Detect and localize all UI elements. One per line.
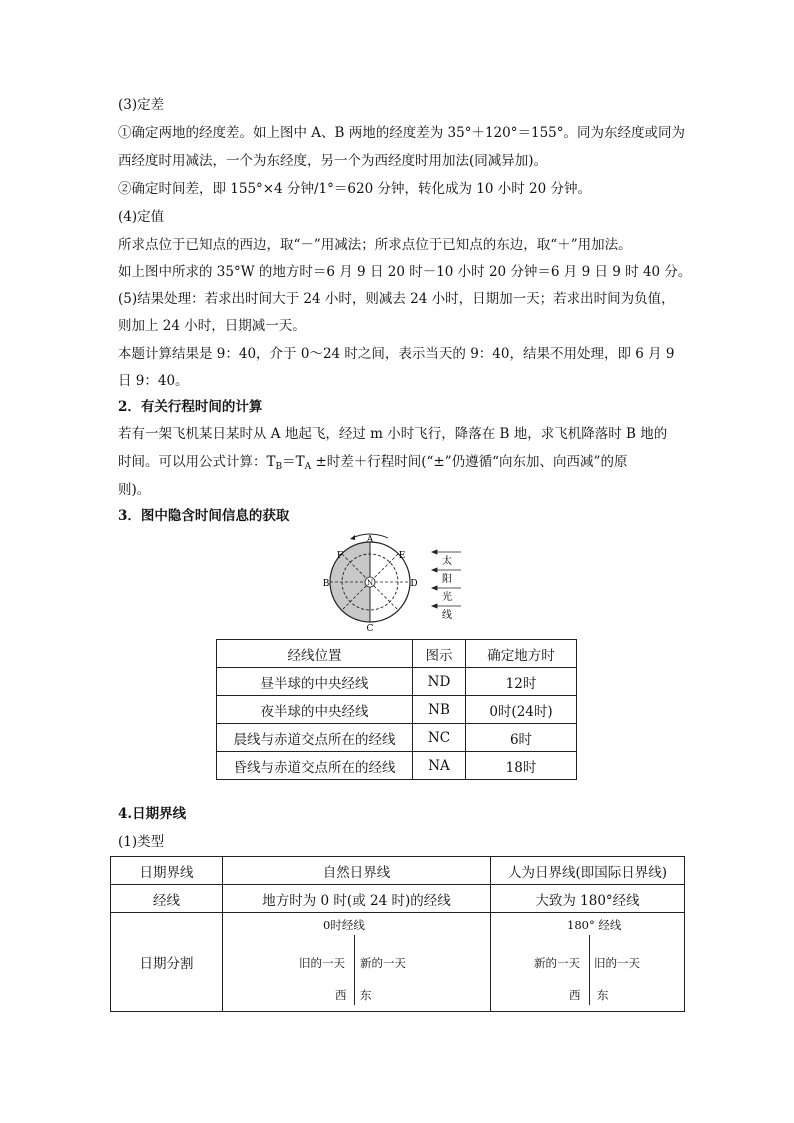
paragraph-line: 所求点位于已知点的西边，取“－”用减法；所求点位于已知点的东边，取“＋”用加法。 xyxy=(118,237,632,253)
table-cell: 地方时为 0 时(或 24 时)的经线 xyxy=(223,885,491,913)
table-cell: 18时 xyxy=(466,752,577,780)
paragraph-line: 日 9：40。 xyxy=(118,373,189,389)
subscript: B xyxy=(275,462,283,472)
heading-2: 2．有关行程时间的计算 xyxy=(118,399,263,415)
table-cell: 昼半球的中央经线 xyxy=(217,668,413,696)
diagram-east-label: 东 xyxy=(360,987,372,1002)
formula-text: ±时差＋行程时间(“±”仍遵循“向东加、向西减”的原 xyxy=(311,454,628,470)
sunlight-char: 光 xyxy=(442,592,452,603)
label-d: D xyxy=(410,579,418,589)
formula-text: ＝T xyxy=(282,454,305,470)
diagram-right-label: 旧的一天 xyxy=(594,955,640,970)
table-row xyxy=(111,885,685,913)
table-row xyxy=(217,668,577,696)
table-cell: 12时 xyxy=(466,668,577,696)
table-header: 确定地方时 xyxy=(466,640,577,668)
table-header: 日期界线 xyxy=(111,857,223,885)
label-c: C xyxy=(366,624,374,634)
subheading: (1)类型 xyxy=(118,834,165,850)
label-n: N xyxy=(366,579,374,587)
diagram-left-label: 旧的一天 xyxy=(299,955,345,970)
table-cell: NA xyxy=(413,752,466,780)
diagram-west-label: 西 xyxy=(335,987,347,1002)
subscript: A xyxy=(304,462,312,472)
section-4-heading: (4)定值 xyxy=(118,209,165,225)
sunlight-char: 线 xyxy=(442,610,452,621)
diagram-west-label: 西 xyxy=(569,987,581,1002)
diagram-right-label: 新的一天 xyxy=(360,955,406,970)
sunlight-char: 阳 xyxy=(442,574,452,585)
label-b: B xyxy=(322,579,330,589)
paragraph-line: 则)。 xyxy=(118,482,151,498)
meridian-line xyxy=(354,935,355,1005)
date-line-table xyxy=(110,856,685,1012)
natural-date-diagram xyxy=(223,913,491,1012)
table-row xyxy=(217,696,577,724)
table-cell: 经线 xyxy=(111,885,223,913)
table-cell: NC xyxy=(413,724,466,752)
table-cell: NB xyxy=(413,696,466,724)
table-cell: 大致为 180°经线 xyxy=(491,885,685,913)
section-3-heading: (3)定差 xyxy=(118,97,165,113)
artificial-date-diagram xyxy=(491,913,685,1012)
formula-line xyxy=(118,453,627,476)
sunlight-char: 太 xyxy=(442,556,452,567)
table-header: 自然日界线 xyxy=(223,857,491,885)
table-row xyxy=(111,913,685,1012)
diagram-top-label: 180° 经线 xyxy=(567,917,622,932)
table-cell: 0时(24时) xyxy=(466,696,577,724)
earth-polar-diagram xyxy=(316,530,486,635)
paragraph-line: 则加上 24 小时，日期减一天。 xyxy=(118,318,306,334)
heading-4: 4.日期界线 xyxy=(118,806,187,822)
label-f: F xyxy=(336,551,344,561)
table-cell: 日期分割 xyxy=(111,913,223,1012)
table-cell: 昏线与赤道交点所在的经线 xyxy=(217,752,413,780)
table-row xyxy=(217,724,577,752)
table-cell: 6时 xyxy=(466,724,577,752)
paragraph-line: ②确定时间差，即 155°×4 分钟/1°＝620 分钟，转化成为 10 小时 20 分钟。 xyxy=(118,181,591,197)
paragraph-line: 本题计算结果是 9：40，介于 0～24 时之间，表示当天的 9：40，结果不用处理，即 6 月 9 xyxy=(118,346,675,362)
diagram-left-label: 新的一天 xyxy=(534,955,580,970)
table-cell: 晨线与赤道交点所在的经线 xyxy=(217,724,413,752)
diagram-east-label: 东 xyxy=(597,987,609,1002)
meridian-line xyxy=(589,935,590,1005)
table-header: 经线位置 xyxy=(217,640,413,668)
table-header: 人为日界线(即国际日界线) xyxy=(491,857,685,885)
diagram-top-label: 0时经线 xyxy=(323,917,365,932)
table-cell: 夜半球的中央经线 xyxy=(217,696,413,724)
table-cell: ND xyxy=(413,668,466,696)
paragraph-line: 如上图中所求的 35°W 的地方时＝6 月 9 日 20 时－10 小时 20 分钟＝6 月 9 日 9 时 40 分。 xyxy=(118,264,692,280)
paragraph-line: (5)结果处理：若求出时间大于 24 小时，则减去 24 小时，日期加一天；若求出时间为负值， xyxy=(118,291,675,307)
label-a: A xyxy=(366,535,374,545)
table-row xyxy=(217,752,577,780)
paragraph-line: 西经度时用减法，一个为东经度，另一个为西经度时用加法(同减异加)。 xyxy=(118,153,548,169)
paragraph-line: 若有一架飞机某日某时从 A 地起飞，经过 m 小时飞行，降落在 B 地，求飞机降落时 B 地的 xyxy=(118,426,668,442)
label-e: E xyxy=(398,551,406,561)
table-header: 图示 xyxy=(413,640,466,668)
formula-text: 时间。可以用公式计算：T xyxy=(118,454,276,470)
heading-3: 3．图中隐含时间信息的获取 xyxy=(118,508,290,524)
paragraph-line: ①确定两地的经度差。如上图中 A、B 两地的经度差为 35°＋120°＝155°。同为东经度或同为 xyxy=(118,125,686,141)
meridian-table xyxy=(216,639,577,780)
